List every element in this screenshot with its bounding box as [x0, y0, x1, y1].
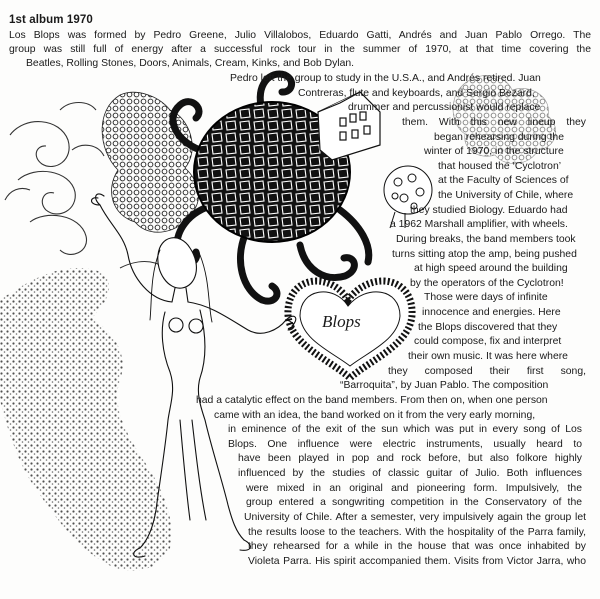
text-line: they rehearsed for a while in the house that was once inhabited by	[248, 541, 586, 552]
text-line: “Barroquita”, by Juan Pablo. The composition	[340, 380, 549, 391]
text-line: the Blops discovered that they	[418, 322, 558, 333]
text-line: During breaks, the band members took	[396, 234, 576, 245]
text-line: could compose, fix and interpret	[414, 336, 562, 347]
text-line: came with an idea, the band worked on it from the very early morning,	[214, 410, 536, 421]
text-line: group entered a songwriting competition in the Conservatory of the	[246, 497, 582, 508]
text-line: a 1962 Marshall amplifier, with wheels.	[390, 219, 568, 230]
bubble-cloud	[102, 92, 198, 232]
text-line: winter of 1970, in the structure	[424, 146, 564, 157]
speckled-mass	[0, 268, 171, 571]
text-line: they studied Biology. Eduardo had	[410, 205, 568, 216]
text-line: at high speed around the building	[414, 263, 568, 274]
text-line: Blops. One influence were electric instruments, usually heard to	[228, 439, 582, 450]
text-line: in eminence of the exit of the sun which was put in every song of Los	[228, 424, 582, 435]
text-line: have been played in pop and rock before, but also folkore highly	[238, 453, 582, 464]
text-line: innocence and energies. Here	[422, 307, 561, 318]
text-line: Contreras, flute and keyboards, and Sergio Bezard,	[298, 88, 535, 99]
text-line: Those were days of infinite	[424, 292, 548, 303]
text-line: at the Faculty of Sciences of	[438, 175, 569, 186]
text-line: influenced by the studies of classic guitar of Julio. Both influences	[238, 468, 582, 479]
text-line: Los Blops was formed by Pedro Greene, Julio Villalobos, Eduardo Gatti, Andrés and Juan Pablo Orrego. The	[9, 30, 591, 41]
text-line: drummer and percussionist would replace	[348, 102, 541, 113]
text-line: the results loose to the teachers. With the hospitality of the Parra family,	[248, 527, 586, 538]
text-line: Beatles, Rolling Stones, Doors, Animals, Cream, Kinks, and Bob Dylan.	[26, 58, 355, 69]
spiral-clouds	[5, 103, 104, 255]
text-line: had a catalytic effect on the band members. From then on, when one person	[196, 395, 548, 406]
text-line: University of Chile. After a semester, very impulsively again the group let	[244, 512, 586, 523]
text-line: were mixed in an original and pioneering form. Impulsively, the	[246, 483, 582, 494]
text-line: them. With this new lineup they	[402, 117, 586, 128]
text-line: Pedro left the group to study in the U.S.A., and Andrés retired. Juan	[230, 73, 541, 84]
text-line: by the operators of the Cyclotron!	[410, 278, 564, 289]
album-heading: 1st album 1970	[9, 14, 93, 26]
text-line: Violeta Parra. His spirit accompanied them. Visits from Victor Jarra, who	[248, 556, 586, 567]
text-line: group was still full of energy after a successful rock tour in the summer of 1970, at that time covering the	[9, 44, 591, 55]
text-line: turns sitting atop the amp, being pushed	[392, 249, 577, 260]
text-line: the University of Chile, where	[438, 190, 574, 201]
text-line: their own music. It was here where	[408, 351, 568, 362]
text-line: began rehearsing during the	[434, 132, 564, 143]
blops-logo-text: Blops	[322, 312, 361, 331]
text-line: they composed their first song,	[388, 366, 586, 377]
text-line: that housed the ‘Cyclotron’	[438, 161, 562, 172]
